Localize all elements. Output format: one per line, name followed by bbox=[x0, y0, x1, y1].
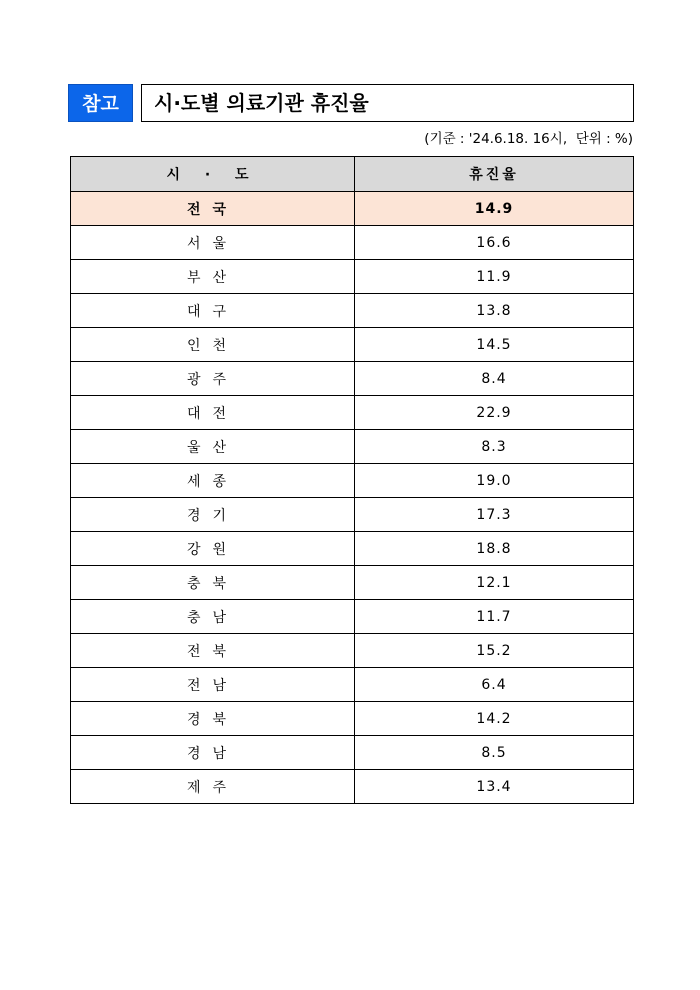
table-row bbox=[71, 464, 634, 498]
table-row bbox=[71, 430, 634, 464]
rate-cell: 11.7 bbox=[355, 600, 634, 634]
rate-cell: 22.9 bbox=[355, 396, 634, 430]
region-cell: 대구 bbox=[71, 294, 355, 328]
table-row bbox=[71, 396, 634, 430]
region-cell: 경기 bbox=[71, 498, 355, 532]
table-row bbox=[71, 634, 634, 668]
page-title: 시·도별 의료기관 휴진율 bbox=[141, 84, 634, 122]
region-cell: 충북 bbox=[71, 566, 355, 600]
rate-cell: 14.9 bbox=[355, 192, 634, 226]
region-cell: 대전 bbox=[71, 396, 355, 430]
table-row bbox=[71, 702, 634, 736]
region-cell: 광주 bbox=[71, 362, 355, 396]
table-body bbox=[71, 192, 634, 804]
region-cell: 부산 bbox=[71, 260, 355, 294]
rate-cell: 6.4 bbox=[355, 668, 634, 702]
table-row bbox=[71, 294, 634, 328]
rate-cell: 14.5 bbox=[355, 328, 634, 362]
region-cell: 세종 bbox=[71, 464, 355, 498]
rate-cell: 8.4 bbox=[355, 362, 634, 396]
table-header-row bbox=[71, 157, 634, 192]
rate-cell: 14.2 bbox=[355, 702, 634, 736]
closure-rate-table bbox=[70, 156, 634, 804]
table-row bbox=[71, 736, 634, 770]
rate-cell: 15.2 bbox=[355, 634, 634, 668]
table-row bbox=[71, 328, 634, 362]
table-row bbox=[71, 668, 634, 702]
table-row bbox=[71, 226, 634, 260]
rate-cell: 13.8 bbox=[355, 294, 634, 328]
region-cell: 경북 bbox=[71, 702, 355, 736]
region-cell: 제주 bbox=[71, 770, 355, 804]
column-header-rate: 휴진율 bbox=[355, 157, 634, 192]
table-row bbox=[71, 600, 634, 634]
region-cell: 경남 bbox=[71, 736, 355, 770]
table-row bbox=[71, 498, 634, 532]
reference-tag: 참고 bbox=[68, 84, 133, 122]
region-cell: 인천 bbox=[71, 328, 355, 362]
table-row bbox=[71, 566, 634, 600]
basis-note: (기준 : '24.6.18. 16시, 단위 : %) bbox=[424, 131, 633, 147]
rate-cell: 19.0 bbox=[355, 464, 634, 498]
region-cell: 전남 bbox=[71, 668, 355, 702]
rate-cell: 18.8 bbox=[355, 532, 634, 566]
region-cell: 전국 bbox=[71, 192, 355, 226]
region-cell: 충남 bbox=[71, 600, 355, 634]
region-cell: 전북 bbox=[71, 634, 355, 668]
rate-cell: 12.1 bbox=[355, 566, 634, 600]
table-row bbox=[71, 260, 634, 294]
rate-cell: 17.3 bbox=[355, 498, 634, 532]
rate-cell: 8.3 bbox=[355, 430, 634, 464]
region-cell: 서울 bbox=[71, 226, 355, 260]
table-row bbox=[71, 532, 634, 566]
rate-cell: 16.6 bbox=[355, 226, 634, 260]
section-header bbox=[68, 84, 634, 122]
region-cell: 강원 bbox=[71, 532, 355, 566]
table-row bbox=[71, 770, 634, 804]
rate-cell: 8.5 bbox=[355, 736, 634, 770]
rate-cell: 13.4 bbox=[355, 770, 634, 804]
table-row bbox=[71, 362, 634, 396]
column-header-region: 시 · 도 bbox=[71, 157, 355, 192]
table-row-national bbox=[71, 192, 634, 226]
rate-cell: 11.9 bbox=[355, 260, 634, 294]
region-cell: 울산 bbox=[71, 430, 355, 464]
